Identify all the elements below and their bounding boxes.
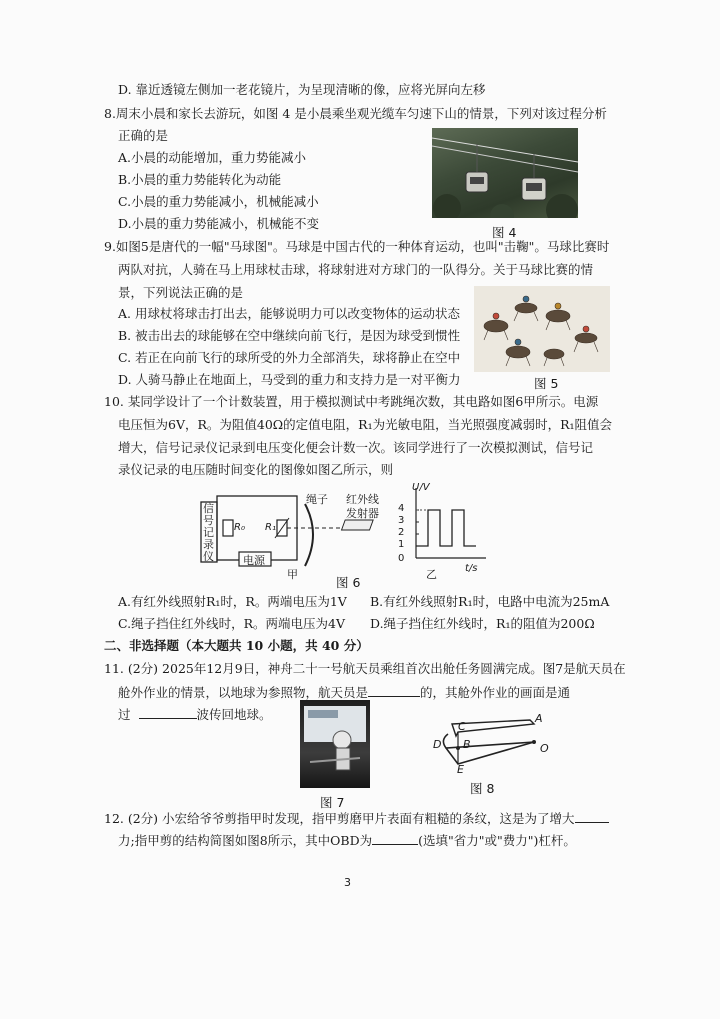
graph-ytick-1: 1 — [398, 539, 405, 550]
spacewalk-photo — [300, 700, 370, 788]
graph-xlabel: t/s — [465, 563, 478, 574]
power-label: 电源 — [243, 554, 265, 567]
q8-option-a: A.小晨的动能增加，重力势能减小 — [118, 150, 307, 165]
q12-stem-1: 12. (2分) 小宏给爷爷剪指甲时发现，指甲剪磨甲片表面有粗糙的条纹，这是为了增大 — [104, 810, 609, 827]
graph-ytick-2: 2 — [398, 527, 405, 538]
fig8-label-c: C — [458, 720, 466, 733]
q10-stem-2: 电压恒为6V，R。为阻值40Ω的定值电阻，R₁为光敏电阻，当光照强度减弱时，R₁阻值会 — [118, 417, 613, 432]
q9-option-a: A. 用球杖将球击打出去，能够说明力可以改变物体的运动状态 — [118, 306, 460, 321]
polo-painting — [474, 286, 610, 372]
r1-label: R₁ — [265, 522, 276, 533]
q10-stem-3: 增大，信号记录仪记录到电压变化便会计数一次。该同学进行了一次模拟测试，信号记 — [118, 440, 594, 455]
fig8-label-b: B — [463, 738, 471, 751]
q9-option-b: B. 被击出去的球能够在空中继续向前飞行，是因为球受到惯性 — [118, 328, 461, 343]
emitter-label-2: 发射器 — [346, 507, 379, 520]
fig5-caption: 图 5 — [534, 376, 559, 391]
q10-option-c: C.绳子挡住红外线时，R。两端电压为4V — [118, 616, 345, 631]
q10-stem-1: 10. 某同学设计了一个计数装置，用于模拟测试中考跳绳次数，其电路如图6甲所示。电源 — [104, 394, 599, 409]
graph-voltage-series — [416, 510, 476, 546]
fig6-caption: 图 6 — [336, 575, 361, 590]
cable-car-photo — [432, 128, 578, 218]
rope-label: 绳子 — [306, 493, 328, 506]
q7-option-d: D. 靠近透镜左侧加一老花镜片，为呈现清晰的像，应将光屏向左移 — [118, 82, 486, 97]
fig8-label-d: D — [433, 738, 442, 751]
recorder-label: 信号记录仪 — [203, 502, 214, 563]
graph-ytick-3: 3 — [398, 515, 405, 526]
fig8-label-e: E — [457, 763, 464, 776]
q8-option-b: B.小晨的重力势能转化为动能 — [118, 172, 282, 187]
q11-stem-2: 舱外作业的情景，以地球为参照物，航天员是 的，其舱外作业的画面是通 — [118, 685, 571, 700]
q9-option-d: D. 人骑马静止在地面上，马受到的重力和支持力是一对平衡力 — [118, 372, 461, 387]
section-2-heading: 二、非选择题（本大题共 10 小题，共 40 分） — [104, 638, 369, 653]
graph-origin: 0 — [398, 553, 405, 564]
fig8-caption: 图 8 — [470, 781, 495, 796]
q8-stem-2: 正确的是 — [118, 128, 169, 143]
q12-blank-1[interactable] — [575, 810, 609, 823]
q11-stem-3: 过 波传回地球。 — [118, 707, 272, 722]
graph-ytick-4: 4 — [398, 503, 405, 514]
emitter-label-1: 红外线 — [346, 493, 379, 506]
q10-option-b: B.有红外线照射R₁时，电路中电流为25mA — [370, 594, 610, 609]
q9-stem-3: 景，下列说法正确的是 — [118, 285, 244, 300]
q9-stem-1: 9.如图5是唐代的一幅"马球图"。马球是中国古代的一种体育运动，也叫"击鞠"。马球比赛时 — [104, 239, 610, 254]
q10-option-a: A.有红外线照射R₁时，R。两端电压为1V — [118, 594, 347, 609]
q8-stem-1: 8.周末小晨和家长去游玩，如图 4 是小晨乘坐观光缆车匀速下山的情景，下列对该过程分析 — [104, 106, 607, 121]
q8-option-d: D.小晨的重力势能减小，机械能不变 — [118, 216, 320, 231]
q8-option-c: C.小晨的重力势能减小，机械能减小 — [118, 194, 319, 209]
q9-stem-2: 两队对抗，人骑在马上用球杖击球，将球射进对方球门的一队得分。关于马球比赛的情 — [118, 262, 594, 277]
q9-option-c: C. 若正在向前飞行的球所受的外力全部消失，球将静止在空中 — [118, 350, 461, 365]
circuit-sub-label: 甲 — [287, 568, 298, 581]
fig8-label-o: O — [540, 742, 549, 755]
q10-option-d: D.绳子挡住红外线时，R₁的阻值为200Ω — [370, 616, 595, 631]
voltage-time-graph — [402, 482, 492, 568]
q12-stem-2: 力;指甲剪的结构简图如图8所示，其中OBD为 (选填"省力"或"费力")杠杆。 — [118, 833, 576, 848]
q12-blank-2[interactable] — [372, 832, 418, 845]
r0-label: R₀ — [234, 522, 245, 533]
q11-blank-2[interactable] — [139, 706, 197, 719]
page-number: 3 — [344, 876, 351, 889]
fig7-caption: 图 7 — [320, 795, 345, 810]
fig8-label-a: A — [535, 712, 543, 725]
fig4-caption: 图 4 — [492, 225, 517, 240]
q11-blank-1[interactable] — [368, 684, 420, 697]
graph-sub-label: 乙 — [426, 568, 437, 581]
q10-stem-4: 录仪记录的电压随时间变化的图像如图乙所示，则 — [118, 462, 394, 477]
q11-stem-1: 11. (2分) 2025年12月9日，神舟二十一号航天员乘组首次出舱任务圆满完成。图7是航天员在 — [104, 661, 626, 676]
graph-ylabel: U/V — [412, 482, 430, 493]
